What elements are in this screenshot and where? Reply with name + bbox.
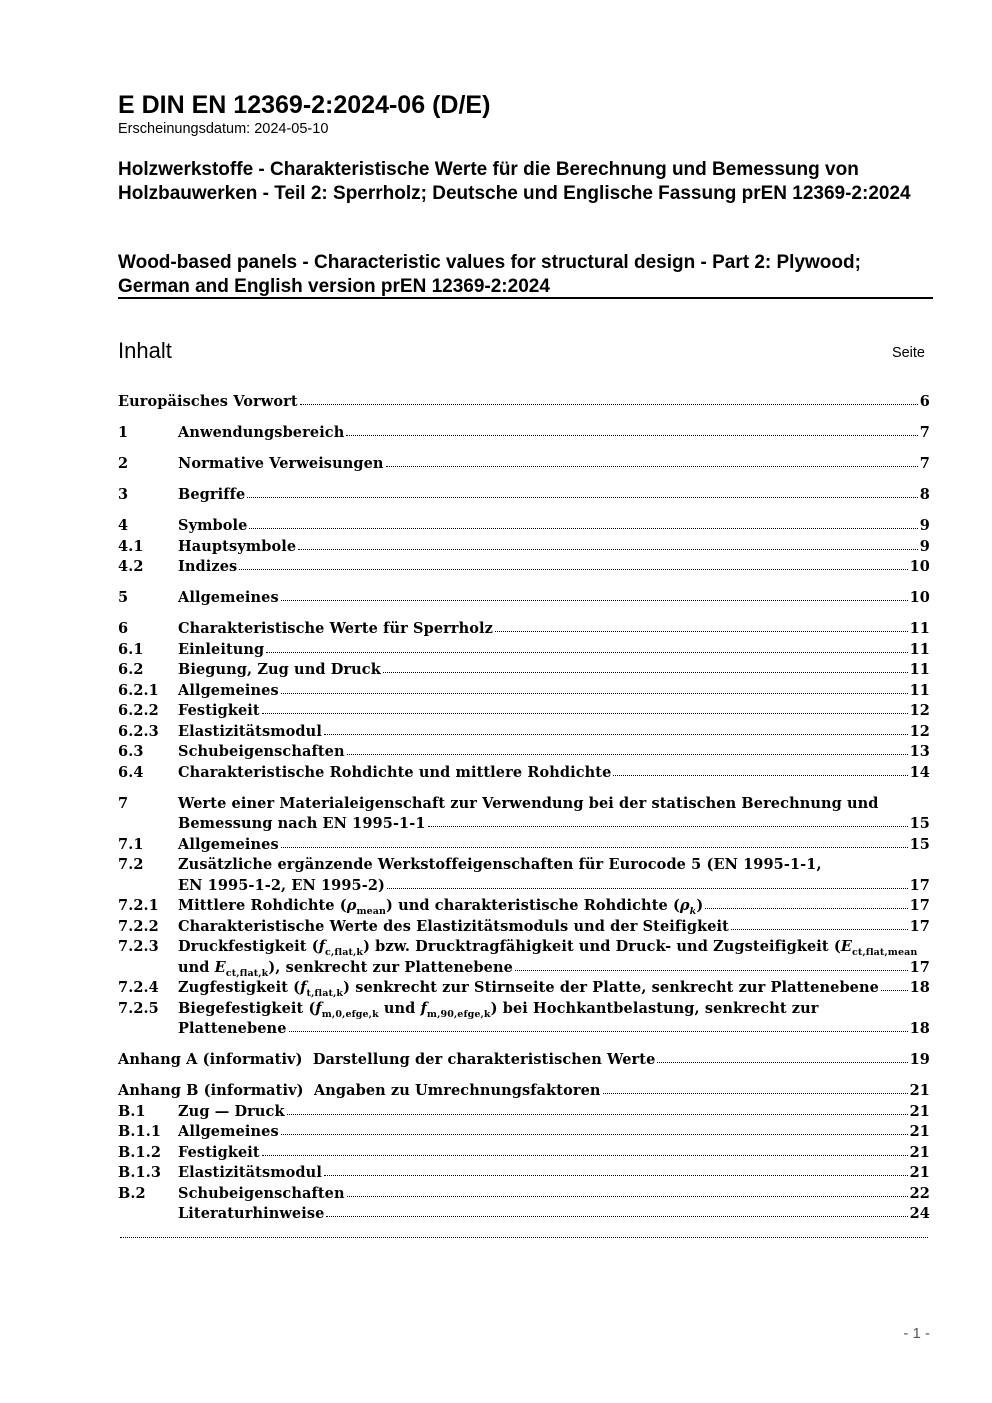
text-part: ), senkrecht zur Plattenebene bbox=[268, 958, 513, 976]
document-id: E DIN EN 12369-2:2024-06 (D/E) bbox=[118, 91, 491, 119]
toc-entry-page: 22 bbox=[909, 1184, 930, 1202]
toc-entry-text: Allgemeines bbox=[178, 1123, 279, 1140]
toc-entry[interactable] bbox=[118, 1081, 930, 1102]
leader-dots bbox=[324, 1172, 908, 1176]
toc-entry-page: 7 bbox=[919, 424, 930, 441]
leader-dots bbox=[281, 690, 908, 694]
leader-dots bbox=[347, 1193, 908, 1197]
toc-entry[interactable] bbox=[118, 937, 930, 978]
toc-entry[interactable] bbox=[118, 660, 930, 681]
text-part: und bbox=[378, 999, 421, 1017]
leader-dots bbox=[249, 525, 917, 529]
toc-entry-number: 7 bbox=[118, 794, 129, 812]
toc-entry[interactable] bbox=[118, 537, 930, 558]
toc-entry-page: 7 bbox=[919, 455, 930, 472]
toc-entry-page: 21 bbox=[909, 1143, 930, 1161]
leader-dots bbox=[324, 731, 908, 735]
toc-entry[interactable] bbox=[118, 557, 930, 578]
toc-entry-number: 7.2.2 bbox=[118, 917, 159, 935]
toc-entry-number: 6 bbox=[118, 620, 129, 637]
toc-page-label: Seite bbox=[891, 345, 925, 361]
text-part: Biegefestigkeit ( bbox=[178, 999, 316, 1017]
leader-dots bbox=[347, 751, 908, 755]
toc-entry[interactable] bbox=[118, 1050, 930, 1071]
toc-entry[interactable] bbox=[118, 392, 930, 413]
toc-entry-text: Allgemeines bbox=[178, 589, 279, 606]
leader-dots bbox=[247, 494, 918, 498]
toc-entry-page: 17 bbox=[909, 958, 930, 976]
toc-entry-page: 17 bbox=[909, 917, 930, 935]
text-part: Mittlere Rohdichte ( bbox=[178, 897, 347, 914]
toc-entry[interactable] bbox=[118, 1122, 930, 1143]
toc-entry-page: 9 bbox=[919, 517, 930, 534]
symbol-E: E bbox=[840, 938, 852, 955]
subscript: ct,flat,k bbox=[225, 967, 269, 979]
leader-dots bbox=[387, 885, 908, 889]
toc-entry-page: 19 bbox=[909, 1051, 930, 1068]
symbol-f: f bbox=[300, 979, 307, 996]
toc-entry[interactable] bbox=[118, 588, 930, 609]
toc-entry-number: 7.2.5 bbox=[118, 999, 159, 1017]
toc-entry[interactable] bbox=[118, 1235, 930, 1256]
toc-entry-text: Literaturhinweise bbox=[178, 1205, 325, 1222]
symbol-E: E bbox=[214, 958, 226, 976]
toc-entry-number: 5 bbox=[118, 589, 129, 606]
text-part: ) senkrecht zur Stirnseite der Platte, senkrecht zur Plattenebene bbox=[343, 979, 879, 996]
leader-dots bbox=[262, 1152, 908, 1156]
toc-entry[interactable] bbox=[118, 516, 930, 537]
toc-entry-text: Anhang B (informativ) Angaben zu Umrechnungsfaktoren bbox=[118, 1082, 601, 1099]
toc-entry-text: Anhang A (informativ) Darstellung der charakteristischen Werte bbox=[118, 1051, 656, 1068]
toc-entry-number: B.1.3 bbox=[118, 1164, 162, 1181]
toc-entry-page: 15 bbox=[909, 835, 930, 853]
leader-dots bbox=[613, 772, 907, 776]
toc-entry-number: 6.2.2 bbox=[118, 702, 159, 719]
toc-entry-page: 14 bbox=[909, 763, 930, 781]
toc-entry[interactable] bbox=[118, 1102, 930, 1123]
leader-dots bbox=[289, 1028, 908, 1032]
leader-dots bbox=[603, 1090, 908, 1094]
toc-entry-page: 15 bbox=[909, 815, 930, 832]
toc-entry-page: 12 bbox=[909, 702, 930, 719]
toc-entry[interactable] bbox=[118, 794, 930, 835]
leader-dots bbox=[298, 546, 918, 550]
leader-dots bbox=[326, 1213, 907, 1217]
toc-entry-text: Elastizitätsmodul bbox=[178, 722, 322, 740]
leader-dots bbox=[346, 432, 917, 436]
toc-entry-page: 21 bbox=[909, 1164, 930, 1181]
toc-entry[interactable] bbox=[118, 999, 930, 1040]
toc-entry-page: 21 bbox=[909, 1102, 930, 1120]
toc-entry-text: Charakteristische Werte des Elastizitätsmoduls und der Steifigkeit bbox=[178, 917, 729, 935]
leader-dots bbox=[262, 710, 908, 714]
title-divider bbox=[118, 297, 933, 299]
toc-heading: Inhalt bbox=[118, 338, 172, 363]
toc-entry-text-continued: Plattenebene bbox=[178, 1020, 287, 1037]
toc-entry-text-continued: EN 1995-1-2, EN 1995-2) bbox=[178, 876, 385, 894]
leader-dots bbox=[383, 669, 908, 673]
toc-entry-page: 11 bbox=[909, 681, 930, 699]
toc-entry[interactable] bbox=[118, 681, 930, 702]
toc-entry-page: 24 bbox=[909, 1205, 930, 1222]
toc-entry[interactable] bbox=[118, 978, 930, 999]
toc-entry-page: 11 bbox=[909, 640, 930, 658]
toc-entry-number: 7.2.3 bbox=[118, 938, 159, 955]
page-number: - 1 - bbox=[903, 1325, 930, 1342]
text-part: Druckfestigkeit ( bbox=[178, 938, 319, 955]
toc-entry[interactable] bbox=[118, 454, 930, 475]
toc-entry[interactable] bbox=[118, 855, 930, 896]
toc-entry-page: 21 bbox=[909, 1082, 930, 1099]
toc-entry-number: 2 bbox=[118, 455, 129, 472]
toc-entry[interactable] bbox=[118, 1163, 930, 1184]
toc-entry[interactable] bbox=[118, 619, 930, 640]
toc-entry[interactable] bbox=[118, 1204, 930, 1225]
text-part: ) bei Hochkantbelastung, senkrecht zur bbox=[490, 999, 819, 1017]
toc-entry[interactable] bbox=[118, 1143, 930, 1164]
title-german: Holzwerkstoffe - Charakteristische Werte für die Berechnung und Bemessung von Holzbauwerken - Teil 2: Sperrholz; Deutsche und Englische Fassung prEN 12369-2:2024 bbox=[118, 159, 911, 204]
toc-entry-page: 6 bbox=[919, 393, 930, 410]
toc-entry-text: Hauptsymbole bbox=[178, 537, 297, 555]
toc-entry-number: 6.1 bbox=[118, 640, 144, 658]
toc-entry-number: 6.3 bbox=[118, 743, 144, 760]
toc-entry[interactable] bbox=[118, 917, 930, 938]
toc-entry-page: 17 bbox=[909, 897, 930, 914]
toc-entry-number: 7.2.1 bbox=[118, 897, 159, 914]
toc-entry[interactable] bbox=[118, 896, 930, 917]
toc-entry-text: Symbole bbox=[178, 517, 248, 534]
symbol-f: f bbox=[420, 999, 427, 1017]
toc-entry-page: 17 bbox=[909, 876, 930, 894]
leader-dots bbox=[287, 1111, 908, 1115]
toc-entry-page: 18 bbox=[909, 979, 930, 996]
subscript: m,90,efge,k bbox=[426, 1008, 491, 1020]
toc-entry-page: 12 bbox=[909, 722, 930, 740]
toc-entry-text: Festigkeit bbox=[178, 1143, 260, 1161]
toc-entry-page: 10 bbox=[909, 589, 930, 606]
toc-entry-number: B.1.2 bbox=[118, 1143, 162, 1161]
toc-entry-text: Begriffe bbox=[178, 486, 246, 503]
toc-entry-text: Allgemeines bbox=[178, 835, 279, 853]
subscript: c,flat,k bbox=[325, 946, 364, 958]
toc-entry-number: B.2 bbox=[118, 1184, 146, 1202]
toc-entry[interactable] bbox=[118, 485, 930, 506]
text-part: und bbox=[178, 958, 215, 976]
text-part: ) bbox=[696, 897, 704, 914]
toc-entry-text: Biegung, Zug und Druck bbox=[178, 661, 381, 678]
toc-entry-number: 6.2 bbox=[118, 661, 144, 678]
toc-entry-text: Europäisches Vorwort bbox=[118, 393, 298, 410]
toc-entry-number: 4 bbox=[118, 517, 129, 534]
leader-dots bbox=[386, 463, 918, 467]
leader-dots bbox=[881, 987, 908, 991]
leader-dots bbox=[281, 844, 908, 848]
toc-entry-number: 6.2.1 bbox=[118, 681, 159, 699]
toc-entry-text: Zug — Druck bbox=[178, 1102, 285, 1120]
leader-dots bbox=[281, 1131, 908, 1135]
toc-entry-text: Normative Verweisungen bbox=[178, 455, 384, 472]
subscript: t,flat,k bbox=[306, 987, 344, 999]
toc-entry-number: 4.1 bbox=[118, 537, 144, 555]
toc-entry-number: 7.1 bbox=[118, 835, 144, 853]
toc-entry-text: Indizes bbox=[178, 558, 238, 575]
leader-dots bbox=[120, 1234, 928, 1238]
toc-entry-text: Charakteristische Werte für Sperrholz bbox=[178, 620, 493, 637]
toc-entry-text: Schubeigenschaften bbox=[178, 743, 345, 760]
toc-entry-page: 18 bbox=[909, 1020, 930, 1037]
toc-entry-text-continued: Bemessung nach EN 1995-1-1 bbox=[178, 815, 426, 832]
toc-entry-text: Einleitung bbox=[178, 640, 265, 658]
toc-entry-text: Werte einer Materialeigenschaft zur Verwendung bei der statischen Berechnung und bbox=[178, 794, 879, 812]
toc-entry-page: 9 bbox=[919, 537, 930, 555]
toc-entry[interactable] bbox=[118, 722, 930, 743]
toc-entry[interactable] bbox=[118, 423, 930, 444]
toc-entry-text: Anwendungsbereich bbox=[178, 424, 345, 441]
toc-entry-page: 11 bbox=[909, 661, 930, 678]
leader-dots bbox=[515, 967, 908, 971]
symbol-f: f bbox=[315, 999, 322, 1017]
toc-entry[interactable] bbox=[118, 1184, 930, 1205]
toc-entry-number: 6.4 bbox=[118, 763, 144, 781]
text-part: ) und charakteristische Rohdichte ( bbox=[386, 897, 680, 914]
toc-entry[interactable] bbox=[118, 835, 930, 856]
toc-entry-number: 7.2 bbox=[118, 856, 144, 873]
toc-entry-number: 1 bbox=[118, 424, 129, 441]
leader-dots bbox=[266, 649, 907, 653]
toc-entry-page: 13 bbox=[909, 743, 930, 760]
toc-entry-number: 3 bbox=[118, 486, 129, 503]
toc-entry-number: B.1.1 bbox=[118, 1123, 162, 1140]
title-english: Wood-based panels - Characteristic values for structural design - Part 2: Plywood; German and English version prEN 12369-2:2024 bbox=[118, 252, 861, 297]
toc-entry-text: Allgemeines bbox=[178, 681, 279, 699]
symbol-rho: ρ bbox=[679, 897, 690, 914]
text-part: Zugfestigkeit ( bbox=[178, 979, 301, 996]
toc-entry-text: Schubeigenschaften bbox=[178, 1184, 345, 1202]
toc-entry-number: 4.2 bbox=[118, 558, 144, 575]
leader-dots bbox=[495, 628, 908, 632]
leader-dots bbox=[239, 566, 907, 570]
toc-entry[interactable] bbox=[118, 701, 930, 722]
leader-dots bbox=[705, 905, 907, 909]
toc-entry-number: B.1 bbox=[118, 1102, 146, 1120]
leader-dots bbox=[281, 597, 908, 601]
toc-entry-number: 6.2.3 bbox=[118, 722, 159, 740]
toc-entry-text: Elastizitätsmodul bbox=[178, 1164, 322, 1181]
leader-dots bbox=[657, 1059, 907, 1063]
leader-dots bbox=[731, 926, 908, 930]
toc-entry-text: Zusätzliche ergänzende Werkstoffeigenschaften für Eurocode 5 (EN 1995-1-1, bbox=[178, 856, 822, 873]
toc-entry-page: 21 bbox=[909, 1123, 930, 1140]
subscript: k bbox=[689, 905, 697, 917]
subscript: m,0,efge,k bbox=[321, 1008, 379, 1020]
toc-entry-number: 7.2.4 bbox=[118, 979, 159, 996]
toc-entry[interactable] bbox=[118, 763, 930, 784]
symbol-rho: ρ bbox=[346, 897, 357, 914]
toc-entry[interactable] bbox=[118, 742, 930, 763]
issue-date: Erscheinungsdatum: 2024-05-10 bbox=[118, 121, 329, 137]
table-of-contents bbox=[118, 392, 930, 1256]
subscript: ct,flat,mean bbox=[851, 946, 918, 958]
toc-entry-page: 10 bbox=[909, 558, 930, 575]
leader-dots bbox=[300, 401, 918, 405]
toc-entry-page: 11 bbox=[909, 620, 930, 637]
toc-entry-text: Charakteristische Rohdichte und mittlere Rohdichte bbox=[178, 763, 612, 781]
toc-entry-page: 8 bbox=[919, 486, 930, 503]
leader-dots bbox=[428, 823, 908, 827]
text-part: ) bzw. Drucktragfähigkeit und Druck- und Zugsteifigkeit ( bbox=[363, 938, 841, 955]
subscript: mean bbox=[356, 905, 387, 917]
toc-entry[interactable] bbox=[118, 640, 930, 661]
toc-entry-text: Festigkeit bbox=[178, 702, 260, 719]
symbol-f: f bbox=[318, 938, 326, 955]
